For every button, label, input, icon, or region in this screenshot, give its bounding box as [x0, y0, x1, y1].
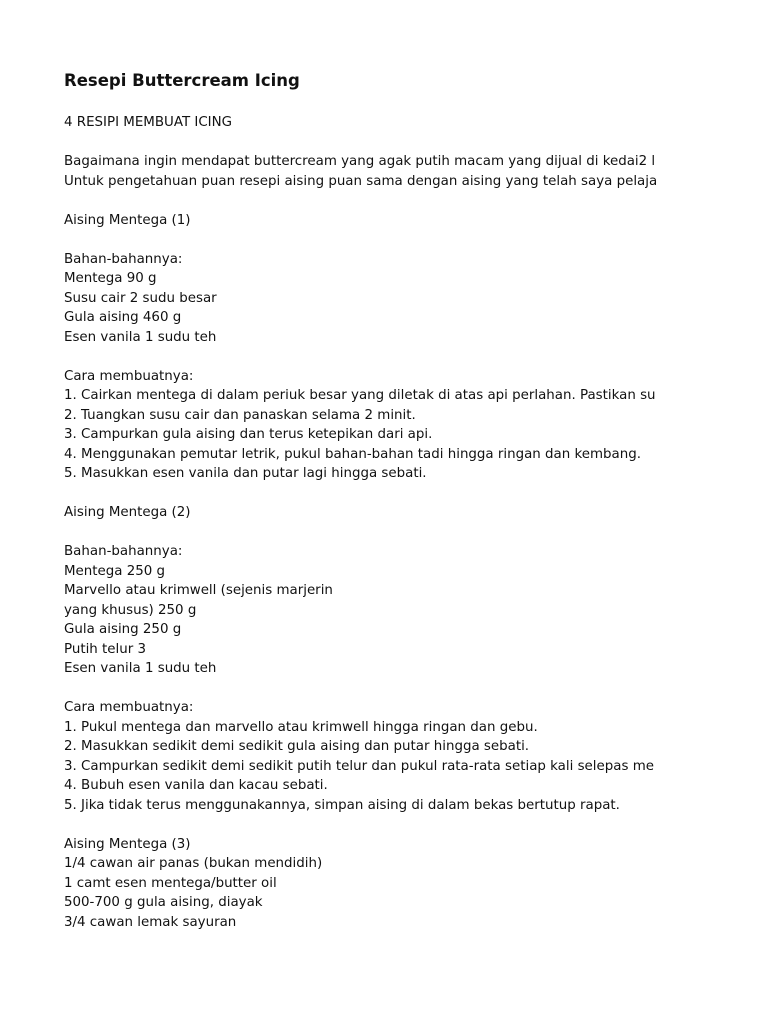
steps-heading: Cara membuatnya:: [64, 368, 194, 384]
spacer: [64, 230, 672, 250]
ingredient-item: Mentega 90 g: [64, 271, 157, 286]
step-item: 1. Cairkan mentega di dalam periuk besar yang diletak di atas api perlahan. Pastikan su: [64, 388, 656, 403]
ingredient-item: Esen vanila 1 sudu teh: [64, 329, 217, 345]
step-item: 5. Masukkan esen vanila dan putar lagi hingga sebati.: [64, 466, 427, 481]
step-item: 2. Masukkan sedikit demi sedikit gula aising dan putar hingga sebati.: [64, 739, 530, 754]
spacer: [64, 133, 672, 153]
spacer: [64, 679, 672, 699]
document-page: [64, 70, 672, 932]
step-item: 2. Tuangkan susu cair dan panaskan selama 2 minit.: [64, 407, 416, 423]
step-item: 3. Campurkan sedikit demi sedikit putih telur dan pukul rata-rata setiap kali selepas me: [64, 758, 654, 774]
document-title: Resepi Buttercream Icing: [64, 71, 300, 90]
ingredients-heading: Bahan-bahannya:: [64, 251, 183, 267]
spacer: [64, 815, 672, 835]
ingredient-item: 1 camt esen mentega/butter oil: [64, 875, 277, 891]
recipe-heading: Aising Mentega (3): [64, 836, 191, 852]
step-item: 4. Bubuh esen vanila dan kacau sebati.: [64, 778, 328, 793]
recipe-heading: Aising Mentega (2): [64, 505, 191, 520]
ingredient-item: Susu cair 2 sudu besar: [64, 290, 217, 306]
step-item: 5. Jika tidak terus menggunakannya, simpan aising di dalam bekas bertutup rapat.: [64, 797, 620, 813]
spacer: [64, 347, 672, 367]
ingredient-item: Marvello atau krimwell (sejenis marjerin: [64, 583, 333, 598]
ingredient-item: Putih telur 3: [64, 641, 147, 657]
ingredient-item: 3/4 cawan lemak sayuran: [64, 914, 237, 930]
ingredient-item: 500-700 g gula aising, diayak: [64, 895, 263, 910]
steps-heading: Cara membuatnya:: [64, 700, 194, 715]
ingredient-item: Mentega 250 g: [64, 563, 166, 579]
recipe-heading: Aising Mentega (1): [64, 212, 191, 228]
ingredient-item: 1/4 cawan air panas (bukan mendidih): [64, 856, 323, 871]
ingredient-item: yang khusus) 250 g: [64, 602, 197, 618]
spacer: [64, 191, 672, 211]
ingredients-heading: Bahan-bahannya:: [64, 544, 183, 559]
spacer: [64, 484, 672, 504]
ingredient-item: Gula aising 460 g: [64, 310, 182, 325]
step-item: 3. Campurkan gula aising dan terus ketepikan dari api.: [64, 427, 433, 442]
ingredient-item: Esen vanila 1 sudu teh: [64, 661, 217, 676]
ingredient-item: Gula aising 250 g: [64, 622, 182, 637]
intro-line: Bagaimana ingin mendapat buttercream yang agak putih macam yang dijual di kedai2 l: [64, 154, 656, 169]
spacer: [64, 523, 672, 543]
step-item: 1. Pukul mentega dan marvello atau krimwell hingga ringan dan gebu.: [64, 719, 538, 735]
document-subtitle: 4 RESIPI MEMBUAT ICING: [64, 115, 233, 130]
step-item: 4. Menggunakan pemutar letrik, pukul bahan-bahan tadi hingga ringan dan kembang.: [64, 446, 642, 462]
intro-line: Untuk pengetahuan puan resepi aising puan sama dengan aising yang telah saya pelaja: [64, 173, 658, 189]
